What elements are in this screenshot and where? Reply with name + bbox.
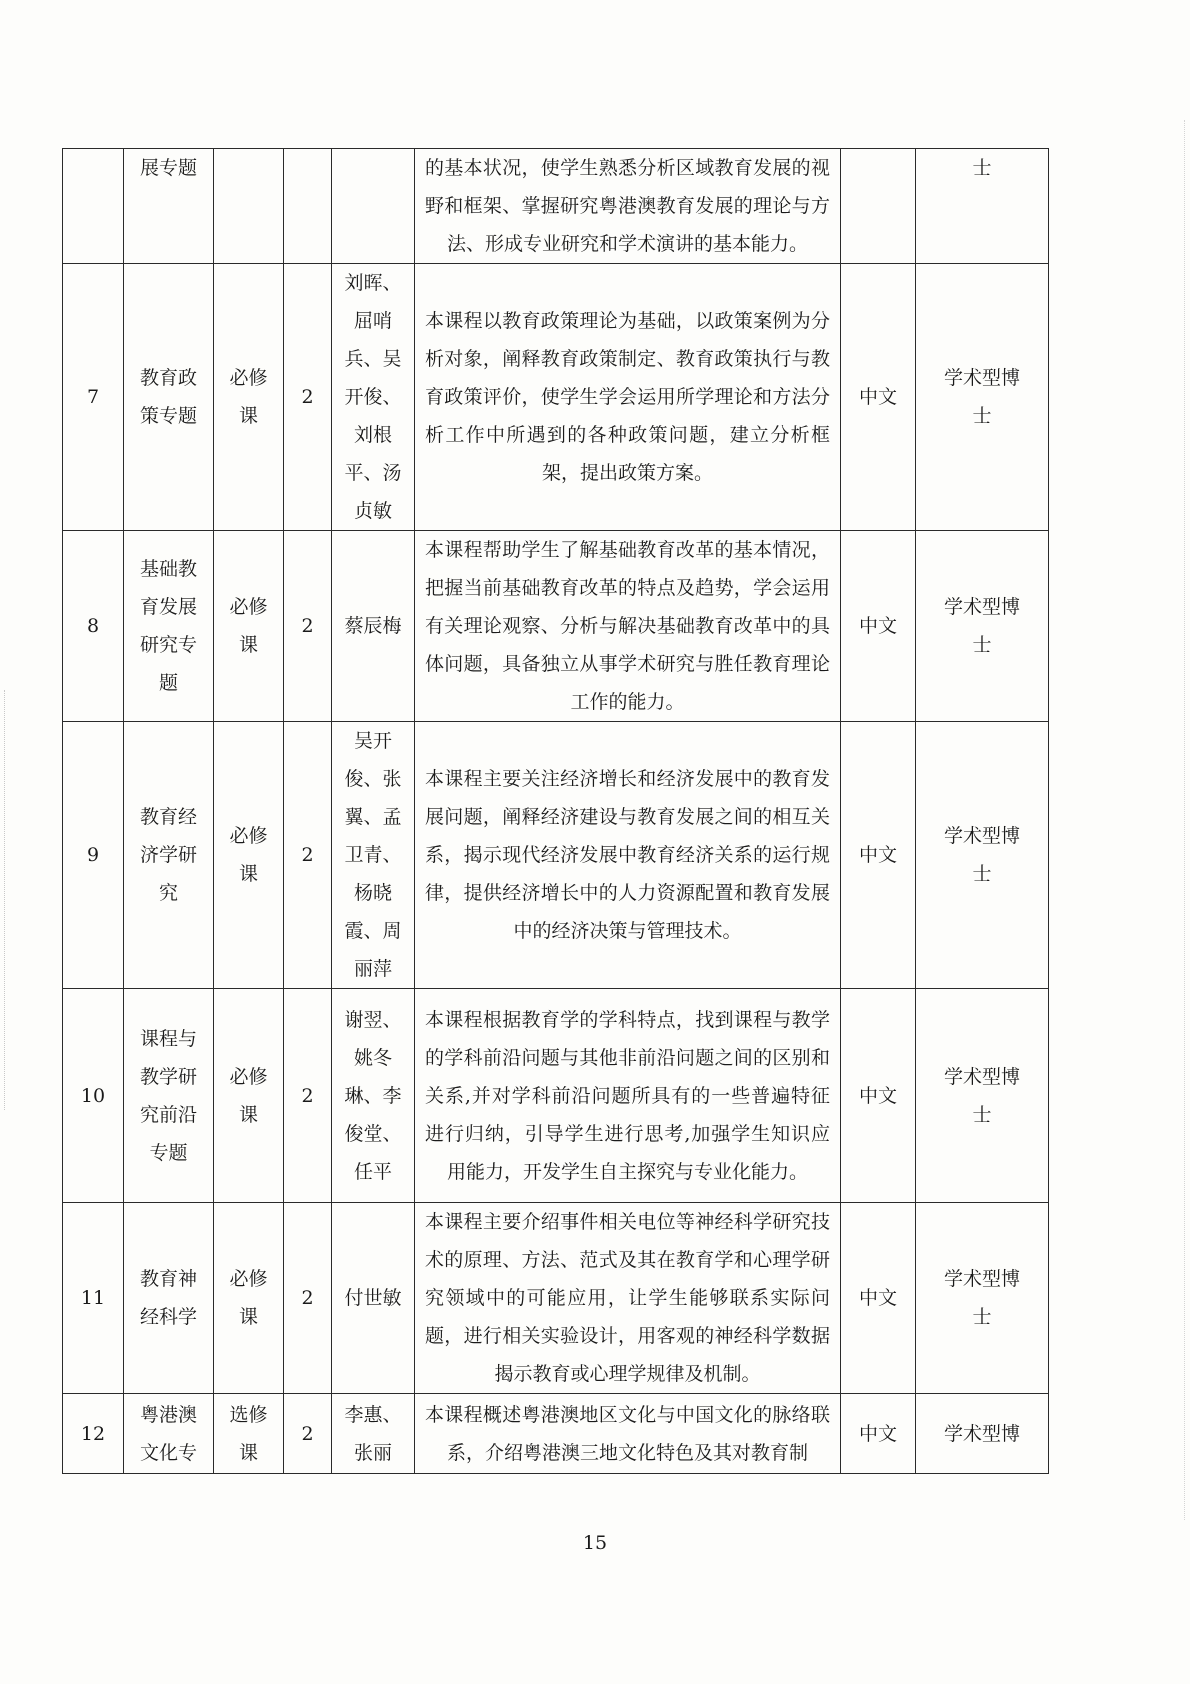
course-type: 必修课: [214, 989, 284, 1203]
table-row: [63, 722, 1049, 989]
course-teachers: 吴开俊、张翼、孟卫青、杨晓霞、周丽萍: [332, 722, 415, 989]
course-degree: 士: [916, 149, 1049, 264]
course-credits: 2: [284, 1394, 332, 1474]
course-language: 中文: [841, 264, 916, 531]
course-type: 必修课: [214, 264, 284, 531]
course-teachers: 刘晖、屈哨兵、吴开俊、刘根平、汤贞敏: [332, 264, 415, 531]
course-degree: 学术型博士: [916, 1203, 1049, 1394]
course-type: 必修课: [214, 722, 284, 989]
row-index: 7: [63, 264, 124, 531]
course-name: 展专题: [124, 149, 214, 264]
course-degree: 学术型博士: [916, 989, 1049, 1203]
table-row: [63, 531, 1049, 722]
course-name: 基础教育发展研究专题: [124, 531, 214, 722]
row-index: 9: [63, 722, 124, 989]
course-credits: [284, 149, 332, 264]
course-description: 本课程根据教育学的学科特点，找到课程与教学的学科前沿问题与其他非前沿问题之间的区别和关系,并对学科前沿问题所具有的一些普遍特征进行归纳，引导学生进行思考,加强学生知识应用能力，开发学生自主探究与专业化能力。: [415, 989, 841, 1203]
course-description: 本课程主要介绍事件相关电位等神经科学研究技术的原理、方法、范式及其在教育学和心理学研究领域中的可能应用，让学生能够联系实际问题，进行相关实验设计，用客观的神经科学数据揭示教育或心理学规律及机制。: [415, 1203, 841, 1394]
course-description: 本课程以教育政策理论为基础，以政策案例为分析对象，阐释教育政策制定、教育政策执行与教育政策评价，使学生学会运用所学理论和方法分析工作中所遇到的各种政策问题，建立分析框架，提出政策方案。: [415, 264, 841, 531]
course-teachers: [332, 149, 415, 264]
course-description: 本课程主要关注经济增长和经济发展中的教育发展问题，阐释经济建设与教育发展之间的相互关系，揭示现代经济发展中教育经济关系的运行规律，提供经济增长中的人力资源配置和教育发展中的经济决策与管理技术。: [415, 722, 841, 989]
course-type: 选修课: [214, 1394, 284, 1474]
page-number: 15: [582, 1532, 608, 1554]
course-teachers: 蔡辰梅: [332, 531, 415, 722]
row-index: [63, 149, 124, 264]
course-description: 的基本状况，使学生熟悉分析区域教育发展的视野和框架、掌握研究粤港澳教育发展的理论与方法、形成专业研究和学术演讲的基本能力。: [415, 149, 841, 264]
course-credits: 2: [284, 531, 332, 722]
table-row: [63, 989, 1049, 1203]
course-credits: 2: [284, 989, 332, 1203]
course-language: 中文: [841, 989, 916, 1203]
scan-edge-marks-right: [1184, 120, 1187, 1520]
table-row: [63, 1203, 1049, 1394]
table-row: [63, 264, 1049, 531]
course-name: 教育神经科学: [124, 1203, 214, 1394]
course-teachers: 谢翌、姚冬琳、李俊堂、任平: [332, 989, 415, 1203]
course-type: 必修课: [214, 1203, 284, 1394]
table-row: [63, 1394, 1049, 1474]
table-row: [63, 149, 1049, 264]
course-name: 教育政策专题: [124, 264, 214, 531]
course-table: [62, 148, 1049, 1474]
course-description: 本课程帮助学生了解基础教育改革的基本情况，把握当前基础教育改革的特点及趋势，学会运用有关理论观察、分析与解决基础教育改革中的具体问题，具备独立从事学术研究与胜任教育理论工作的能力。: [415, 531, 841, 722]
course-credits: 2: [284, 264, 332, 531]
course-name: 粤港澳文化专: [124, 1394, 214, 1474]
course-degree: 学术型博士: [916, 722, 1049, 989]
course-degree: 学术型博士: [916, 264, 1049, 531]
course-type: [214, 149, 284, 264]
course-language: 中文: [841, 531, 916, 722]
course-description: 本课程概述粤港澳地区文化与中国文化的脉络联系，介绍粤港澳三地文化特色及其对教育制: [415, 1394, 841, 1474]
course-language: 中文: [841, 722, 916, 989]
row-index: 11: [63, 1203, 124, 1394]
course-name: 教育经济学研究: [124, 722, 214, 989]
course-degree: 学术型博士: [916, 531, 1049, 722]
course-language: [841, 149, 916, 264]
course-degree: 学术型博: [916, 1394, 1049, 1474]
course-credits: 2: [284, 722, 332, 989]
course-type: 必修课: [214, 531, 284, 722]
course-language: 中文: [841, 1203, 916, 1394]
course-credits: 2: [284, 1203, 332, 1394]
course-language: 中文: [841, 1394, 916, 1474]
scan-edge-marks-left: [4, 690, 7, 1110]
course-teachers: 付世敏: [332, 1203, 415, 1394]
course-teachers: 李惠、张丽: [332, 1394, 415, 1474]
course-name: 课程与教学研究前沿专题: [124, 989, 214, 1203]
row-index: 10: [63, 989, 124, 1203]
row-index: 8: [63, 531, 124, 722]
row-index: 12: [63, 1394, 124, 1474]
